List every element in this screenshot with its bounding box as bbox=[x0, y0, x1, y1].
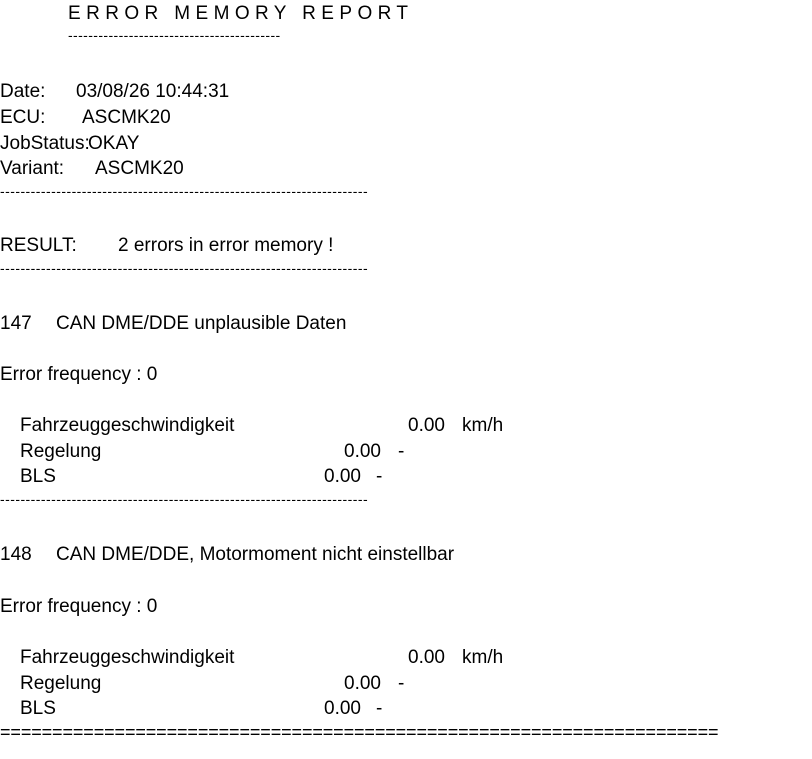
variant-value: ASCMK20 bbox=[95, 158, 184, 179]
result-value: 2 errors in error memory ! bbox=[118, 235, 334, 256]
error-code: 147 bbox=[0, 313, 32, 334]
error-description: CAN DME/DDE, Motormoment nicht einstellbar bbox=[56, 544, 455, 565]
param-name: BLS bbox=[20, 466, 56, 487]
date-label: Date: bbox=[0, 81, 46, 102]
param-value: 0.00 bbox=[344, 441, 381, 462]
param-unit: km/h bbox=[462, 415, 504, 436]
param-unit: km/h bbox=[462, 647, 504, 668]
param-name: Fahrzeuggeschwindigkeit bbox=[20, 647, 235, 668]
param-unit: - bbox=[398, 673, 405, 694]
param-name: Regelung bbox=[20, 441, 102, 462]
param-value: 0.00 bbox=[324, 466, 361, 487]
end-separator: ===================================================================== bbox=[0, 722, 719, 742]
error-frequency: Error frequency : 0 bbox=[0, 596, 158, 617]
separator: ------------------------------------------------------------------------ bbox=[0, 260, 369, 276]
error-description: CAN DME/DDE unplausible Daten bbox=[56, 313, 347, 334]
error-code: 148 bbox=[0, 544, 32, 565]
param-value: 0.00 bbox=[408, 647, 445, 668]
ecu-value: ASCMK20 bbox=[82, 107, 171, 128]
param-value: 0.00 bbox=[344, 673, 381, 694]
error-frequency: Error frequency : 0 bbox=[0, 364, 158, 385]
separator: ------------------------------------------------------------------------ bbox=[0, 491, 369, 507]
ecu-label: ECU: bbox=[0, 107, 46, 128]
date-value: 03/08/26 10:44:31 bbox=[76, 81, 230, 102]
separator: ------------------------------------------------------------------------ bbox=[0, 183, 369, 199]
report-title: ERROR MEMORY REPORT bbox=[68, 3, 414, 24]
param-name: Fahrzeuggeschwindigkeit bbox=[20, 415, 235, 436]
title-underline: ------------------------------------------ bbox=[68, 27, 281, 43]
param-name: Regelung bbox=[20, 673, 102, 694]
result-label: RESULT: bbox=[0, 235, 77, 256]
param-name: BLS bbox=[20, 698, 56, 719]
param-unit: - bbox=[398, 441, 405, 462]
jobstatus-value: OKAY bbox=[88, 133, 140, 154]
variant-label: Variant: bbox=[0, 158, 65, 179]
param-value: 0.00 bbox=[324, 698, 361, 719]
param-unit: - bbox=[376, 466, 383, 487]
param-unit: - bbox=[376, 698, 383, 719]
param-value: 0.00 bbox=[408, 415, 445, 436]
jobstatus-label: JobStatus: bbox=[0, 133, 90, 154]
